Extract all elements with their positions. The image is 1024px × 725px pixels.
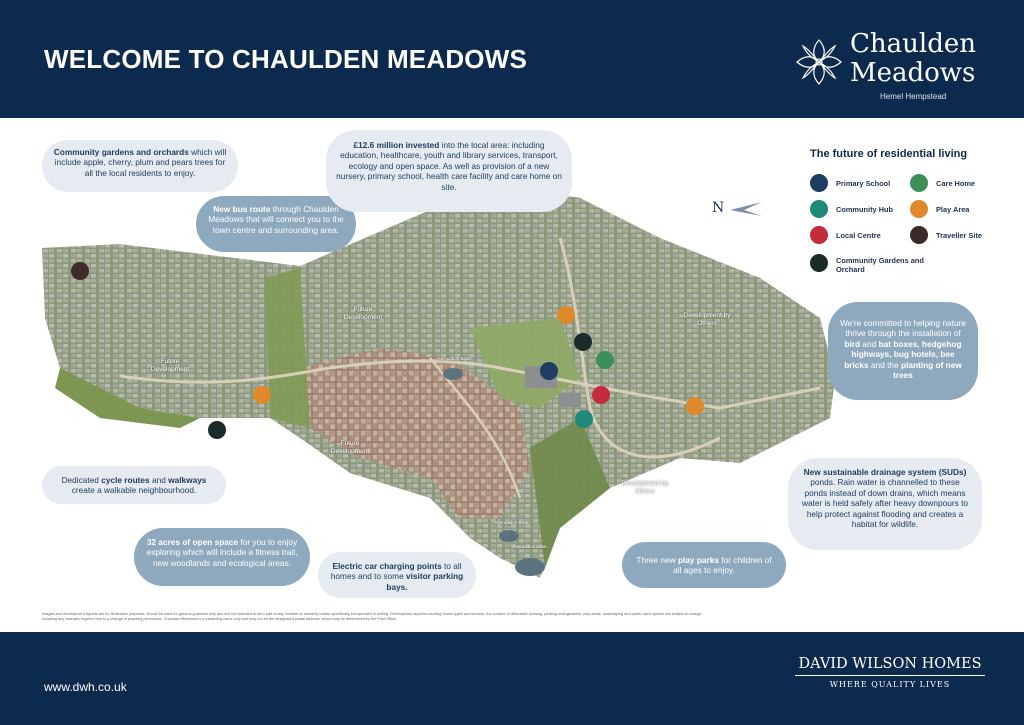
- bubble-nature-text-3: and the: [868, 359, 901, 370]
- brand-name: DAVID WILSON HOMES: [795, 656, 985, 676]
- bubble-cycle-bold-1: cycle routes: [101, 475, 150, 485]
- bubble-investment: [326, 130, 572, 212]
- care-home-marker[interactable]: [596, 351, 614, 369]
- gardens-marker-centre[interactable]: [574, 333, 592, 351]
- play-area-marker-centre[interactable]: [557, 306, 575, 324]
- bubble-ev-text: to all homes and to some: [330, 561, 462, 582]
- chaulden-meadows-logo: [790, 30, 1000, 110]
- bubble-drainage-text: ponds. Rain water is channelled to these ponds instead of down drains, which means water is held safely after heavy downpours to help protect against flooding and creates a habitat for wildlife.: [801, 477, 969, 530]
- bubble-cycle-text-3: create a walkable neighbourhood.: [71, 485, 197, 496]
- logo-wordmark: [850, 30, 976, 88]
- bubble-invest-bold: £12.6 million invested: [353, 140, 440, 150]
- label-attenuation-basin-2: Attenuation Basin: [494, 520, 530, 525]
- legend-care-home: Care Home: [936, 179, 976, 188]
- logo-line-1: Chaulden: [850, 29, 976, 59]
- legend-play-area: Play Area: [936, 205, 970, 214]
- bubble-gardens-bold: Community gardens and orchards: [53, 147, 189, 157]
- bubble-nature-text-1: We're committed to helping nature thrive through the installation of: [840, 318, 966, 339]
- disclaimer: Images and development layouts are for illustrative purposes, should be used for general guidance only and are not intended to form part of any contract or warranty unless specifically incorporated in writing. Development layouts including house types and tenures, the location of affordable housing, parking arrangements, play areas, landscaping and public open spaces are subject to change including any changes required due to a change in planning permission. Chaulden Meadows is a marketing name only and may not be the designated postal address, which may be determined by the Post Office.: [42, 612, 702, 621]
- bubble-cycle-routes: [42, 466, 226, 504]
- logo-location: Hemel Hempstead: [880, 92, 947, 101]
- bubble-nature-bold-3: planting of new trees: [893, 359, 962, 381]
- page-title: WELCOME TO CHAULDEN MEADOWS: [44, 44, 528, 74]
- legend-title: The future of residential living: [810, 148, 968, 160]
- community-hub-marker[interactable]: [575, 410, 593, 428]
- bubble-ev-bold-2: visitor parking bays.: [386, 571, 464, 592]
- legend-primary-school: Primary School: [836, 179, 891, 188]
- legend-community-hub: Community Hub: [836, 205, 894, 214]
- bubble-open-space-text: for you to enjoy exploring which will include a fitness trail, new woodlands and ecological areas.: [146, 537, 298, 568]
- bubble-nature-bold-1: bird: [844, 338, 861, 349]
- bubble-play-text-1: Three new: [636, 555, 678, 565]
- label-future-development-south: Future Development: [330, 440, 370, 455]
- bubble-nature: [828, 302, 978, 400]
- north-arrow-icon: [730, 202, 762, 216]
- label-attenuation-basin-3: Attenuation Basin: [512, 544, 548, 549]
- bubble-drainage-bold: New sustainable drainage system (SUDs): [803, 467, 967, 477]
- website-link[interactable]: www.dwh.co.uk: [44, 680, 127, 694]
- bubble-gardens-text: which will include apple, cherry, plum and pears trees for all the local residents to enjoy.: [54, 147, 227, 178]
- bubble-play-text-2: for children of all ages to enjoy.: [673, 555, 772, 576]
- local-centre-marker[interactable]: [592, 386, 610, 404]
- bubble-drainage: [788, 458, 982, 550]
- label-attenuation-basin-1: Attenuation Basin: [436, 356, 472, 361]
- label-development-by-others-south: Development by Others: [621, 480, 669, 495]
- label-development-by-others-east: Development by Others: [683, 312, 731, 327]
- legend-community-gardens: Community Gardens and Orchard: [836, 256, 924, 274]
- north-letter: N: [712, 200, 725, 216]
- bubble-play-parks: [622, 542, 786, 588]
- logo-line-2: Meadows: [850, 58, 976, 88]
- local-centre-icon: [810, 226, 828, 244]
- traveller-site-marker[interactable]: [71, 262, 89, 280]
- header-banner: [0, 0, 1024, 118]
- label-future-development-north: Future Development: [343, 306, 383, 321]
- traveller-site-icon: [910, 226, 928, 244]
- bubble-ev-bold-1: Electric car charging points: [332, 561, 442, 571]
- primary-school-marker[interactable]: [540, 362, 558, 380]
- community-gardens-icon: [810, 254, 828, 272]
- legend: [810, 148, 1010, 174]
- bubble-invest-text: into the local area: including education, healthcare, youth and library services, transport, ecology and open space. As well as provision of a new nursery, primary school, health care facility and care home on site.: [336, 140, 562, 192]
- bubble-nature-bold-2: bat boxes, hedgehog highways, bug hotels, bee bricks: [844, 338, 962, 370]
- north-indicator: [712, 200, 724, 216]
- legend-traveller-site: Traveller Site: [936, 231, 983, 240]
- bubble-nature-text-2: and: [860, 338, 879, 349]
- bubble-cycle-text-1: Dedicated: [61, 475, 102, 485]
- floral-emblem-icon: [794, 34, 844, 90]
- bubble-cycle-bold-2: walkways: [168, 475, 207, 485]
- bubble-community-gardens: [42, 140, 238, 192]
- gardens-marker-west[interactable]: [208, 421, 226, 439]
- legend-local-centre: Local Centre: [836, 231, 881, 240]
- label-future-development-west: Future Development: [150, 358, 190, 373]
- play-area-marker-east[interactable]: [686, 397, 704, 415]
- david-wilson-homes-logo: [795, 656, 985, 689]
- bubble-bus-route: [196, 196, 356, 252]
- bubble-cycle-text-2: and: [149, 475, 169, 485]
- primary-school-icon: [810, 174, 828, 192]
- bubble-bus-text: through Chaulden Meadows that will connect you to the town centre and surrounding area.: [208, 204, 344, 235]
- play-area-icon: [910, 200, 928, 218]
- bubble-open-space-bold: 32 acres of open space: [146, 537, 239, 547]
- care-home-icon: [910, 174, 928, 192]
- community-hub-icon: [810, 200, 828, 218]
- brand-tagline: WHERE QUALITY LIVES: [829, 680, 951, 689]
- play-area-marker-west[interactable]: [253, 386, 271, 404]
- bubble-bus-bold: New bus route: [213, 204, 271, 214]
- bubble-ev-charging: [318, 552, 476, 598]
- bubble-open-space: [134, 528, 310, 586]
- bubble-play-bold: play parks: [677, 555, 719, 565]
